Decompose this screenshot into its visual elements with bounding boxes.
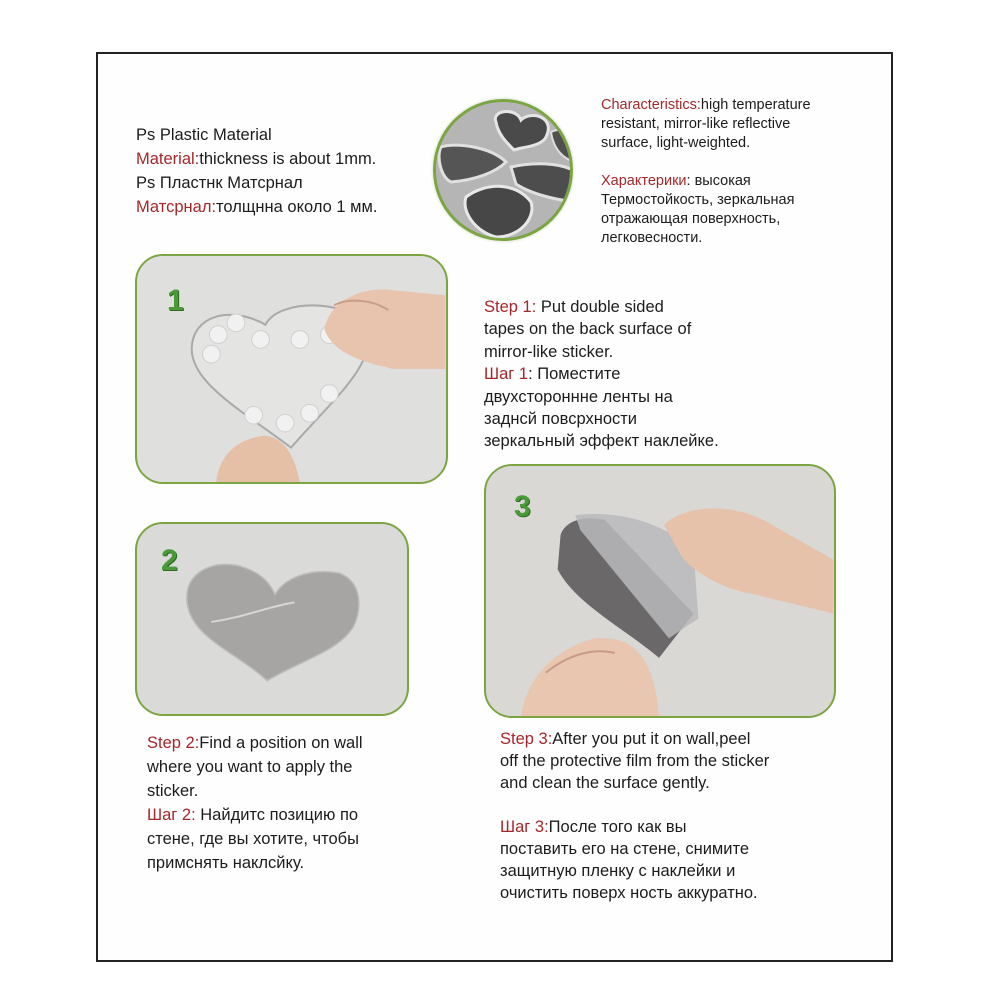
characteristics-label-ru: Характерики (601, 173, 687, 189)
peeling-film-illustration (486, 466, 834, 716)
intro-line-1: Ps Plastic Material (136, 126, 272, 144)
step-2-label-ru: Шаг 2: (147, 806, 196, 824)
step-2-instructions: Step 2:Find a position on wall where you want to apply the sticker. Шаг 2: Найдитс позицию по стене, где вы хотите, чтобы примснять наклсйку. (147, 734, 363, 872)
step-number-1: 1 (167, 284, 184, 317)
characteristics-text: Characteristics:high temperature resistant, mirror-like reflective surface, light-weighted. Характерики: высокая Термостойкость, зеркальная отражающая поверхность, легковесности. (601, 97, 811, 246)
step-number-3: 3 (514, 490, 531, 523)
intro-line-3: Ps Пластнк Матсрнал (136, 174, 303, 192)
material-label-ru: Матсрнал: (136, 198, 217, 216)
step-3-label-ru: Шаг 3: (500, 818, 549, 836)
step-1-label-ru: Шаг 1 (484, 365, 529, 384)
material-label: Material: (136, 150, 200, 168)
step-1-instructions: Step 1: Put double sided tapes on the back surface of mirror-like sticker. Шаг 1: Поместите двухсторонннe ленты на заднсй повсрхности зеркальный эффект наклейке. (484, 298, 719, 451)
material-intro (136, 123, 377, 219)
step-3-label: Step 3: (500, 730, 553, 748)
step-1-label: Step 1: (484, 298, 537, 316)
step-1-image-panel (135, 254, 448, 484)
step-2-image-panel (135, 522, 409, 716)
intro-line-4: Матсрнал:толщнна около 1 мм. (136, 198, 378, 216)
butterfly-closeup-image (433, 99, 573, 241)
step-number-2: 2 (161, 544, 178, 577)
butterfly-icon (436, 102, 573, 241)
characteristics-label: Characteristics: (601, 97, 701, 113)
step-3-image-panel (484, 464, 836, 718)
step-3-instructions: Step 3:After you put it on wall,peel off the protective film from the sticker and clean the surface gently. Шаг 3:После того как вы поставить его на стене, снимите защитную пленку с наклейки и очистить поверх ность аккуратно. (500, 730, 770, 902)
step-2-label: Step 2: (147, 734, 200, 752)
intro-line-2: Material:thickness is about 1mm. (136, 150, 377, 168)
